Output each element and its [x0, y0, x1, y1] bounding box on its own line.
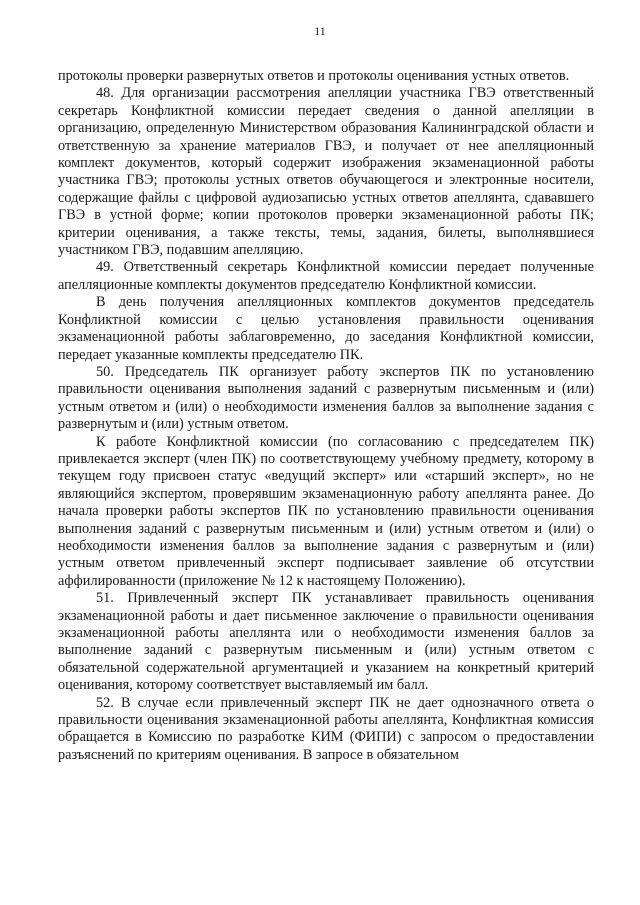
paragraph-48: 48. Для организации рассмотрения апелляции участника ГВЭ ответственный секретарь Конфликтной комиссии передает сведения о данной апелляции в организацию, определенную Министерством образования Калининградской области и ответственную за хранение материалов ГВЭ, и получает от нее апелляционный комплект документов, который содержит изображения экзаменационной работы участника ГВЭ; протоколы устных ответов обучающегося и электронные носители, содержащие файлы с цифровой аудиозаписью устных ответов апеллянта, сдававшего ГВЭ в устной форме; копии протоколов проверки экзаменационной работы ПК; критерии оценивания, а также тексты, темы, задания, билеты, выполнявшиеся участником ГВЭ, подавшим апелляцию.	[58, 85, 594, 259]
page-number: 11	[314, 24, 326, 38]
paragraph-49: 49. Ответственный секретарь Конфликтной комиссии передает полученные апелляционные комплекты документов председателю Конфликтной комиссии.	[58, 259, 594, 293]
paragraph-51: 51. Привлеченный эксперт ПК устанавливает правильность оценивания экзаменационной работы и дает письменное заключение о правильности оценивания экзаменационной работы апеллянта или о необходимости изменения баллов за выполнение заданий с развернутым письменным и (или) устным ответом с обязательной содержательной аргументацией и указанием на конкретный критерий оценивания, которому соответствует выставляемый им балл.	[58, 590, 594, 694]
paragraph-49-continued: В день получения апелляционных комплектов документов председатель Конфликтной комиссии с целью установления правильности оценивания экзаменационной работы заблаговременно, до заседания Конфликтной комиссии, передает указанные комплекты председателю ПК.	[58, 294, 594, 363]
paragraph-continuation: протоколы проверки развернутых ответов и протоколы оценивания устных ответов.	[58, 68, 570, 84]
paragraph-50: 50. Председатель ПК организует работу экспертов ПК по установлению правильности оценивания выполнения заданий с развернутым письменным и (или) устным ответом и (или) о необходимости изменения баллов за выполнение задания с развернутым и (или) устным ответом.	[58, 363, 594, 433]
document-body	[58, 68, 594, 764]
paragraph-52: 52. В случае если привлеченный эксперт ПК не дает однозначного ответа о правильности оценивания экзаменационной работы апеллянта, Конфликтная комиссия обращается в Комиссию по разработке КИМ (ФИПИ) с запросом о предоставлении разъяснений по критериям оценивания. В запросе в обязательном	[58, 694, 594, 763]
paragraph-50-continued: К работе Конфликтной комиссии (по согласованию с председателем ПК) привлекается эксперт (член ПК) по соответствующему учебному предмету, которому в текущем году присвоен статус «ведущий эксперт» или «старший эксперт», но не являющийся экспертом, проверявшим экзаменационную работу апеллянта ранее. До начала проверки работы экспертов ПК по установлению правильности оценивания выполнения заданий с развернутым письменным и (или) устным ответом и (или) о необходимости изменения баллов за выполнение задания с развернутым и (или) устным ответом привлеченный эксперт подписывает заявление об отсутствии аффилированности (приложение № 12 к настоящему Положению).	[58, 433, 594, 589]
